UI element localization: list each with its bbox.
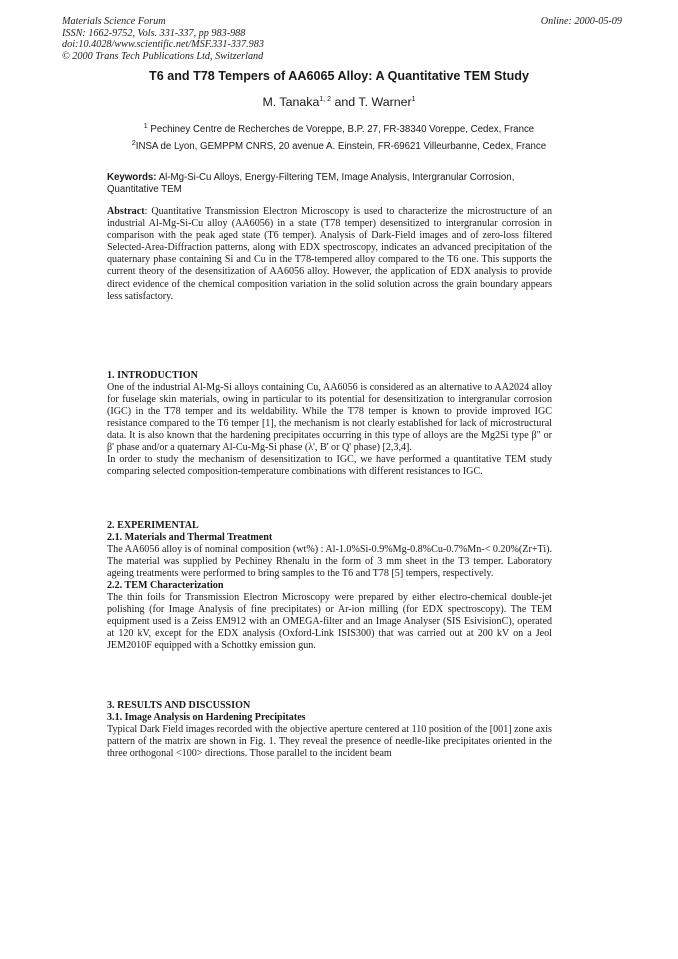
section-heading-results: 3. RESULTS AND DISCUSSION [107, 700, 251, 711]
author-line [0, 95, 678, 109]
author-tanaka: M. Tanaka [262, 95, 320, 109]
journal-name: Materials Science Forum [62, 16, 166, 27]
abstract-label: Abstract [107, 206, 145, 217]
affiliation-1-text: Pechiney Centre de Recherches de Voreppe, B.P. 27, FR-38340 Voreppe, Cedex, France [147, 124, 535, 136]
affiliation-2-mark: 2 [131, 140, 136, 147]
keywords-label: Keywords: [107, 172, 157, 183]
affiliation-2-text: INSA de Lyon, GEMPPM CNRS, 20 avenue A. Einstein, FR-69621 Villeurbanne, Cedex, France [135, 141, 547, 153]
affiliation-1 [0, 123, 678, 135]
abstract-block [107, 206, 552, 303]
section-heading-introduction: 1. INTRODUCTION [107, 370, 198, 381]
author-tanaka-affil: 1, 2 [319, 95, 332, 103]
paper-title: T6 and T78 Tempers of AA6065 Alloy: A Quantitative TEM Study [149, 69, 529, 83]
experimental-paragraph-1: The AA6056 alloy is of nominal composition (wt%) : Al-1.0%Si-0.9%Mg-0.8%Cu-0.7%Mn-< 0.20%(Zr+Ti). The material was supplied by Pechiney Rhenalu in the form of 3 mm sheet in the T3 temper. Laboratory ageing treatments were performed to bring samples to the T6 and T78 [5] tempers, respectively. [107, 544, 553, 580]
keywords-text: Al-Mg-Si-Cu Alloys, Energy-Filtering TEM, Image Analysis, Intergranular Corrosion, Quantitative TEM [107, 172, 515, 195]
section-results [107, 700, 552, 760]
author-warner-affil: 1 [411, 95, 416, 103]
issn-line: ISSN: 1662-9752, Vols. 331-337, pp 983-988 [62, 27, 246, 39]
online-date: Online: 2000-05-09 [540, 16, 622, 27]
subsection-heading-materials: 2.1. Materials and Thermal Treatment [107, 532, 273, 544]
results-paragraph-1: Typical Dark Field images recorded with the objective aperture centered at 110 position of the [001] zone axis pattern of the matrix are shown in Fig. 1. They reveal the presence of needle-like precipitates oriented in the three orthogonal <100> directions. Those parallel to the incident beam [107, 724, 552, 760]
intro-paragraph-2: In order to study the mechanism of desensitization to IGC, we have performed a quantitative TEM study comparing selected composition-temperature combinations with different resistances to IGC. [107, 454, 552, 478]
section-heading-experimental: 2. EXPERIMENTAL [107, 520, 199, 531]
author-warner: T. Warner [358, 95, 412, 109]
affiliation-1-mark: 1 [143, 123, 148, 130]
intro-paragraph-1: One of the industrial Al-Mg-Si alloys containing Cu, AA6056 is considered as an alternative to AA2024 alloy for fuselage skin materials, owing in particular to its potential for desensitization to intergranular corrosion (IGC) in the T78 temper and its weldability. While the T78 temper is known to provide improved IGC resistance compared to the T6 temper [1], the mechanism is not clearly established for lack of microstructural data. It is also known that the hardening precipitates occurring in this type of alloys are the Mg2Si type β" or β' phase and/or a quaternary Al-Cu-Mg-Si phase (λ', B' or Q' phase) [2,3,4]. [107, 382, 552, 454]
subsection-heading-image-analysis: 3.1. Image Analysis on Hardening Precipitates [107, 712, 306, 724]
affiliation-2 [0, 140, 678, 152]
subsection-heading-tem: 2.2. TEM Characterization [107, 580, 224, 592]
section-introduction [107, 370, 552, 478]
keywords-block [107, 172, 562, 196]
doi-line[interactable]: doi:10.4028/www.scientific.net/MSF.331-337.983 [62, 39, 264, 51]
publication-header [62, 16, 622, 62]
author-separator: and [331, 95, 359, 109]
copyright-line: © 2000 Trans Tech Publications Ltd, Switzerland [62, 50, 264, 62]
experimental-paragraph-2: The thin foils for Transmission Electron Microscopy were prepared by either electro-chemical double-jet polishing (for Image Analysis of fine precipitates) or Ar-ion milling (for EDX spectroscopy). The TEM equipment used is a Zeiss EM912 with an OMEGA-filter and an Image Analyser (SIS EsivisionC), operated at 120 kV, except for the EDX analysis (Oxford-Link ISIS300) that was carried out at 200 kV on a Jeol JEM2010F equipped with a Schottky emission gun. [107, 592, 552, 652]
abstract-text: : Quantitative Transmission Electron Microscopy is used to characterize the microstructure of an industrial Al-Mg-Si-Cu alloy (AA6056) in a state (T78 temper) desensitized to intergranular corrosion in comparison with the peak aged state (T6 temper). Analysis of Dark-Field images and of zero-loss filtered Selected-Area-Diffraction patterns, along with EDX spectroscopy, indicates an advanced precipitation of the quaternary phase containing Si and Cu in the T78-tempered alloy compared to the T6 one. This supports the current theory of the desensitization of AA6056 alloy. However, the application of EDX analysis to provide direct evidence of the chemical composition variation in the solid solution across the grain boundary appears less satisfactory. [107, 206, 552, 302]
section-experimental [107, 520, 552, 653]
